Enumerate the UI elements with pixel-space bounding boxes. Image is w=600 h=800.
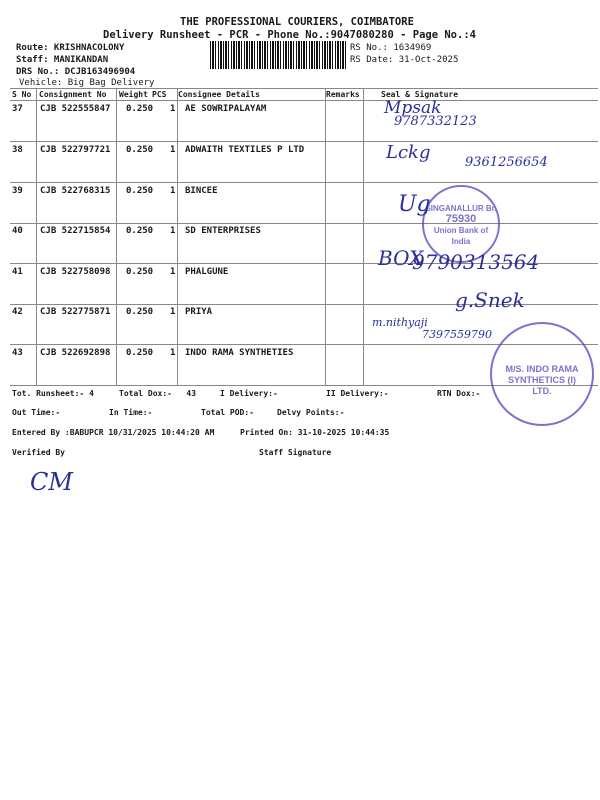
consignment-cell: CJB 522692898	[40, 348, 111, 358]
signature-40: BOX	[378, 246, 424, 270]
signature-41: g.Snek	[455, 288, 525, 312]
total-pod: Total POD:-	[201, 408, 254, 417]
entered-by: Entered By :BABUPCR 10/31/2025 10:44:20 AM	[12, 428, 215, 437]
pcs-cell: 1	[170, 226, 176, 236]
phone-40: 9790313564	[412, 250, 540, 274]
consignee-cell: ADWAITH TEXTILES P LTD	[185, 145, 305, 155]
phone-38: 9361256654	[465, 155, 548, 170]
rs-no: RS No.: 1634969	[350, 43, 432, 53]
consignment-cell: CJB 522555847	[40, 104, 111, 114]
row-divider	[10, 223, 598, 224]
col-divider	[116, 88, 117, 385]
stamp-text: SINGANALLUR Br.	[425, 204, 497, 213]
out-time: Out Time:-	[12, 408, 61, 417]
consignee-cell: PRIYA	[185, 307, 213, 317]
pcs-cell: 1	[170, 145, 176, 155]
staff-signature: Staff Signature	[259, 448, 332, 457]
total-dox: Total Dox:- 43	[119, 389, 197, 398]
stamp-text: 75930	[445, 213, 477, 225]
signature-37: Mpsak	[384, 98, 442, 118]
delvy-points: Delvy Points:-	[277, 408, 345, 417]
weight-cell: 0.250	[126, 348, 154, 358]
weight-cell: 0.250	[126, 186, 154, 196]
weight-cell: 0.250	[126, 104, 154, 114]
col-consignee: Consignee Details	[178, 90, 260, 99]
pcs-cell: 1	[170, 267, 176, 277]
i-delivery: I Delivery:-	[220, 389, 278, 398]
company-title: THE PROFESSIONAL COURIERS, COIMBATORE	[180, 16, 414, 28]
consignment-cell: CJB 522758098	[40, 267, 111, 277]
sno-cell: 37	[12, 104, 23, 114]
pcs-cell: 1	[170, 348, 176, 358]
ii-delivery: II Delivery:-	[326, 389, 389, 398]
sno-cell: 43	[12, 348, 23, 358]
col-divider	[36, 88, 37, 385]
col-sno: S No	[12, 90, 32, 99]
col-divider	[177, 88, 178, 385]
phone-42: 7397559790	[422, 328, 492, 341]
sno-cell: 38	[12, 145, 23, 155]
weight-cell: 0.250	[126, 226, 154, 236]
printed-on: Printed On: 31-10-2025 10:44:35	[240, 428, 390, 437]
weight-cell: 0.250	[126, 307, 154, 317]
rs-date: RS Date: 31-Oct-2025	[350, 55, 459, 65]
staff: Staff: MANIKANDAN	[16, 55, 109, 65]
sno-cell: 41	[12, 267, 23, 277]
row-divider	[10, 182, 598, 183]
weight-cell: 0.250	[126, 267, 154, 277]
header-bottom-line	[10, 100, 598, 101]
col-seal: Seal & Signature	[381, 90, 459, 99]
col-remarks: Remarks	[326, 90, 360, 99]
pcs-cell: 1	[170, 186, 176, 196]
signature-38: Lckg	[386, 142, 431, 163]
col-pcs: PCS	[152, 90, 167, 99]
verified-by: Verified By	[12, 448, 65, 457]
stamp-text: Union Bank of India	[433, 226, 489, 246]
pcs-cell: 1	[170, 104, 176, 114]
consignee-cell: AE SOWRIPALAYAM	[185, 104, 267, 114]
sno-cell: 39	[12, 186, 23, 196]
col-divider	[363, 88, 364, 385]
consignee-cell: BINCEE	[185, 186, 218, 196]
consignment-cell: CJB 522797721	[40, 145, 111, 155]
weight-cell: 0.250	[126, 145, 154, 155]
tot-runsheet: Tot. Runsheet:- 4	[12, 389, 94, 398]
indo-rama-stamp	[490, 322, 594, 426]
pcs-cell: 1	[170, 307, 176, 317]
row-divider	[10, 141, 598, 142]
consignment-cell: CJB 522775871	[40, 307, 111, 317]
drs-no: DRS No.: DCJB163496904	[16, 67, 136, 77]
sno-cell: 42	[12, 307, 23, 317]
consignee-cell: SD ENTERPRISES	[185, 226, 261, 236]
in-time: In Time:-	[109, 408, 153, 417]
col-divider	[325, 88, 326, 385]
consignment-cell: CJB 522715854	[40, 226, 111, 236]
consignment-cell: CJB 522768315	[40, 186, 111, 196]
runsheet-subtitle: Delivery Runsheet - PCR - Phone No.:9047080280 - Page No.:4	[103, 29, 476, 41]
phone-37: 9787332123	[394, 114, 477, 129]
route: Route: KRISHNACOLONY	[16, 43, 125, 53]
vehicle: Vehicle: Big Bag Delivery	[19, 78, 155, 88]
table-top-line	[10, 88, 598, 89]
stamp-text: M/S. INDO RAMA SYNTHETICS (I) LTD.	[505, 364, 579, 396]
col-consignment: Consignment No	[39, 90, 107, 99]
signature-39: Ug	[398, 192, 431, 217]
sno-cell: 40	[12, 226, 23, 236]
rtn-dox: RTN Dox:-	[437, 389, 481, 398]
signature-42: m.nithyaji	[372, 316, 428, 329]
col-weight: Weight	[119, 90, 148, 99]
barcode	[210, 41, 346, 69]
consignee-cell: INDO RAMA SYNTHETIES	[185, 348, 294, 358]
verified-signature: CM	[30, 468, 73, 496]
consignee-cell: PHALGUNE	[185, 267, 229, 277]
